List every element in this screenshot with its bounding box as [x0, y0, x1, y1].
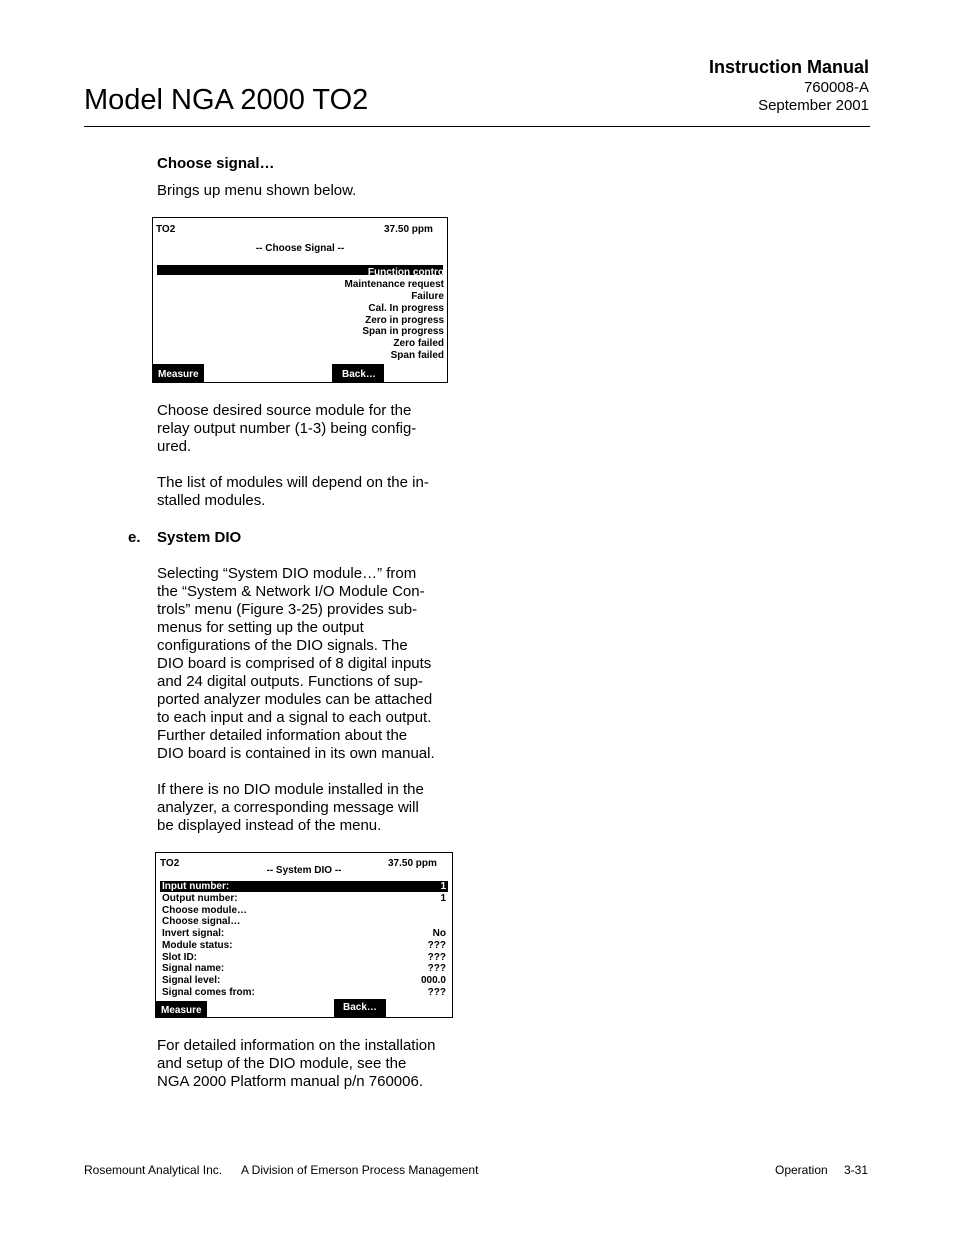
signal-item[interactable]: Zero failed	[393, 338, 444, 349]
system-dio-paragraph-3	[157, 1037, 436, 1091]
system-dio-paragraph-1	[157, 565, 435, 763]
section-marker: e.	[128, 529, 141, 546]
manual-title: Instruction Manual	[708, 57, 869, 77]
row-value: ???	[427, 963, 446, 974]
row-value: ???	[427, 952, 446, 963]
signal-item[interactable]: Failure	[411, 291, 444, 302]
signal-item[interactable]: Span in progress	[362, 326, 444, 337]
text-line: ported analyzer modules can be attached	[157, 691, 433, 708]
choose-signal-intro: Brings up menu shown below.	[157, 182, 357, 199]
signal-item[interactable]: Cal. In progress	[368, 303, 444, 314]
text-line: be displayed instead of the menu.	[157, 817, 382, 834]
text-line: relay output number (1-3) being config-	[157, 420, 417, 437]
text-line: menus for setting up the output	[157, 619, 364, 636]
row-label: Module status:	[162, 940, 233, 951]
row-value: No	[432, 928, 446, 939]
text-line: and setup of the DIO module, see the	[157, 1055, 407, 1072]
choose-signal-heading: Choose signal…	[157, 155, 275, 172]
text-line: stalled modules.	[157, 492, 266, 509]
footer-company: Rosemount Analytical Inc.	[84, 1163, 223, 1177]
dio-row-module-status	[160, 940, 448, 952]
row-label: Input number:	[162, 881, 230, 892]
signal-item[interactable]: Maintenance request	[344, 279, 444, 290]
screen-left-label: TO2	[160, 858, 180, 869]
text-line: If there is no DIO module installed in the	[157, 781, 424, 798]
measure-softkey[interactable]: Measure	[156, 1001, 207, 1017]
signal-item[interactable]: Zero in progress	[365, 315, 444, 326]
text-line: DIO board is contained in its own manual.	[157, 745, 435, 762]
signal-item[interactable]: Function contro	[367, 267, 444, 278]
row-value: 1	[440, 893, 446, 904]
text-line: DIO board is comprised of 8 digital inputs	[157, 655, 432, 672]
screen-title: -- System DIO --	[266, 865, 342, 876]
row-value: ???	[427, 940, 446, 951]
screen-reading: 37.50 ppm	[384, 224, 433, 235]
system-dio-paragraph-2	[157, 781, 424, 835]
footer-page-number: 3-31	[844, 1163, 869, 1177]
text-line: For detailed information on the installation	[157, 1037, 436, 1054]
text-line: trols” menu (Figure 3-25) provides sub-	[157, 601, 418, 618]
text-line: configurations of the DIO signals. The	[157, 637, 408, 654]
header-rule	[84, 126, 870, 127]
text-line: the “System & Network I/O Module Con-	[157, 583, 425, 600]
dio-row-input-number[interactable]	[160, 881, 448, 892]
choose-signal-screen	[152, 217, 448, 383]
text-line: to each input and a signal to each output.	[157, 709, 432, 726]
row-label: Slot ID:	[162, 952, 197, 963]
choose-signal-paragraph-1	[157, 402, 416, 456]
text-line: ured.	[157, 438, 192, 455]
text-line: Selecting “System DIO module…” from	[157, 565, 417, 582]
row-label: Signal name:	[162, 963, 225, 974]
row-label: Choose module…	[162, 905, 248, 916]
back-softkey[interactable]: Back…	[334, 999, 386, 1017]
dio-row-output-number[interactable]	[160, 893, 448, 905]
text-line: and 24 digital outputs. Functions of sup-	[157, 673, 424, 690]
dio-row-choose-signal[interactable]	[160, 916, 448, 928]
text-line: The list of modules will depend on the in-	[157, 474, 429, 491]
choose-signal-paragraph-2	[157, 474, 429, 510]
row-label: Invert signal:	[162, 928, 225, 939]
row-label: Signal level:	[162, 975, 221, 986]
screen-title: -- Choose Signal --	[255, 243, 345, 254]
dio-row-invert-signal[interactable]	[160, 928, 448, 940]
dio-row-signal-level	[160, 975, 448, 987]
measure-softkey[interactable]: Measure	[153, 364, 204, 382]
dio-row-signal-comes-from	[160, 987, 448, 999]
row-label: Choose signal…	[162, 916, 241, 927]
footer-section: Operation	[775, 1163, 828, 1177]
row-value: ???	[427, 987, 446, 998]
text-line: Further detailed information about the	[157, 727, 408, 744]
back-softkey[interactable]: Back…	[332, 364, 384, 382]
doc-date: September 2001	[758, 97, 869, 114]
signal-item[interactable]: Span failed	[390, 350, 444, 361]
text-line: analyzer, a corresponding message will	[157, 799, 419, 816]
screen-reading: 37.50 ppm	[388, 858, 437, 869]
row-value: 1	[440, 881, 446, 892]
text-line: NGA 2000 Platform manual p/n 760006.	[157, 1073, 424, 1090]
system-dio-screen	[155, 852, 453, 1018]
dio-row-signal-name	[160, 963, 448, 975]
header-block	[709, 55, 869, 115]
doc-number: 760008-A	[803, 79, 869, 96]
row-label: Signal comes from:	[162, 987, 255, 998]
screen-left-label: TO2	[156, 224, 176, 235]
row-label: Output number:	[162, 893, 238, 904]
footer-division: A Division of Emerson Process Management	[241, 1163, 479, 1177]
model-title: Model NGA 2000 TO2	[84, 84, 369, 116]
system-dio-heading: System DIO	[157, 529, 242, 546]
row-value: 000.0	[420, 975, 446, 986]
text-line: Choose desired source module for the	[157, 402, 412, 419]
